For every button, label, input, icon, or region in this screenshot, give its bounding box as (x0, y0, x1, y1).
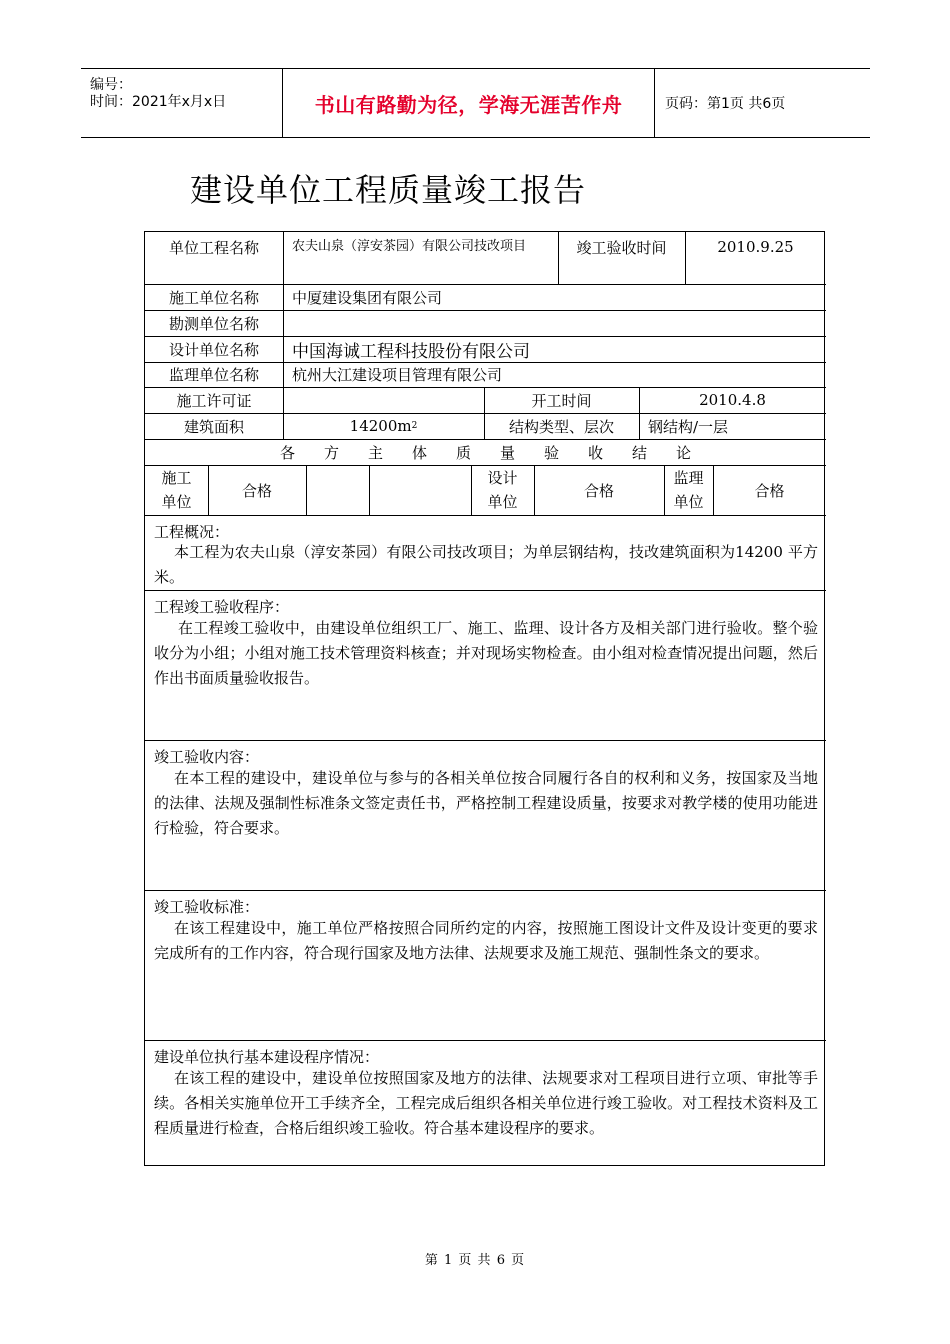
row-divider (145, 740, 826, 741)
header-meta-cell (81, 69, 283, 137)
survey-unit-label: 勘测单位名称 (168, 314, 259, 333)
construction-unit-cell (145, 465, 208, 515)
construction-unit-value: 中厦建设集团有限公司 (292, 288, 443, 307)
area-unit-sup: 2 (411, 421, 418, 431)
survey-unit-value (292, 310, 812, 336)
project-name-value: 农夫山泉（淳安茶园）有限公司技改项目 (292, 239, 527, 254)
content-body: 在本工程的建设中，建设单位与参与的各相关单位按合同履行各自的权利和义务，按国家及当地的法律、法规及强制性标准条文签定责任书，严格控制工程建设质量，按要求对教学楼的使用功能进行检验，符合要求。 (154, 769, 818, 837)
construction-result: 合格 (241, 481, 272, 500)
area-number: 14200m (349, 417, 412, 435)
start-time-label: 开工时间 (531, 391, 592, 410)
row-divider (145, 515, 826, 516)
conclusion-heading: 各方主体质量验收结论 (279, 443, 720, 462)
number-label: 编号： (90, 77, 132, 93)
area-label: 建筑面积 (183, 417, 244, 436)
document-header (81, 68, 870, 138)
supervision-unit-value: 杭州大江建设项目管理有限公司 (292, 366, 503, 384)
report-table (144, 231, 825, 1166)
design-unit-value: 中国海诚工程科技股份有限公司 (292, 341, 530, 362)
row-divider (145, 1040, 826, 1041)
design-label-line1: 设计 (487, 469, 518, 487)
overview-title: 工程概况： (154, 523, 230, 541)
supervision-label-line2: 单位 (673, 493, 704, 511)
construction-label-line2: 单位 (161, 493, 192, 511)
permit-label: 施工许可证 (176, 391, 252, 410)
completion-time-label: 竣工验收时间 (576, 238, 667, 257)
project-name-label: 单位工程名称 (168, 238, 259, 257)
construction-label-line1: 施工 (161, 469, 192, 487)
supervision-label-line1: 监理 (673, 469, 704, 487)
col-divider (306, 465, 307, 515)
design-unit-label: 设计单位名称 (168, 340, 259, 359)
design-result: 合格 (583, 481, 614, 500)
area-value (283, 413, 484, 439)
row-divider (145, 590, 826, 591)
completion-time-value: 2010.9.25 (717, 238, 794, 256)
construction-unit-label: 施工单位名称 (168, 288, 259, 307)
supervision-unit-cell (664, 465, 713, 515)
standard-title: 竣工验收标准： (154, 898, 260, 916)
start-time-value: 2010.4.8 (699, 391, 766, 409)
design-label-line2: 单位 (487, 493, 518, 511)
row-divider (145, 890, 826, 891)
structure-value: 钢结构/一层 (648, 417, 729, 436)
procedure-title: 工程竣工验收程序： (154, 598, 290, 616)
procedure-body: 在工程竣工验收中，由建设单位组织工厂、施工、监理、设计各方及相关部门进行验收。整个验收分为小组；小组对施工技术管理资料核查；并对现场实物检查。由小组对检查情况提出问题，然后作出书面质量验收报告。 (154, 619, 818, 687)
supervision-result: 合格 (754, 481, 785, 500)
supervision-unit-label: 监理单位名称 (168, 366, 259, 384)
page-code: 页码：第1页 共6页 (665, 96, 786, 112)
motto-text: 书山有路勤为径，学海无涯苦作舟 (283, 69, 655, 137)
col-divider (369, 465, 370, 515)
overview-body: 本工程为农夫山泉（淳安茶园）有限公司技改项目；为单层钢结构，技改建筑面积为14200 平方米。 (154, 543, 818, 586)
basic-procedure-body: 在该工程的建设中，建设单位按照国家及地方的法律、法规要求对工程项目进行立项、审批等手续。各相关实施单位开工手续齐全，工程完成后组织各相关单位进行竣工验收。对工程技术资料及工程质量进行检查，合格后组织竣工验收。符合基本建设程序的要求。 (154, 1069, 818, 1137)
content-title: 竣工验收内容： (154, 748, 260, 766)
design-unit-cell (471, 465, 534, 515)
basic-procedure-title: 建设单位执行基本建设程序情况： (154, 1048, 380, 1066)
structure-label: 结构类型、层次 (508, 417, 614, 436)
time-label: 时间：2021年x月x日 (90, 94, 227, 110)
standard-body: 在该工程建设中，施工单位严格按照合同所约定的内容，按照施工图设计文件及设计变更的要求完成所有的工作内容，符合现行国家及地方法律、法规要求及施工规范、强制性条文的要求。 (154, 919, 818, 962)
page-footer: 第 1 页 共 6 页 (424, 1253, 526, 1268)
page-title: 建设单位工程质量竣工报告 (190, 171, 587, 209)
permit-value (283, 387, 484, 413)
